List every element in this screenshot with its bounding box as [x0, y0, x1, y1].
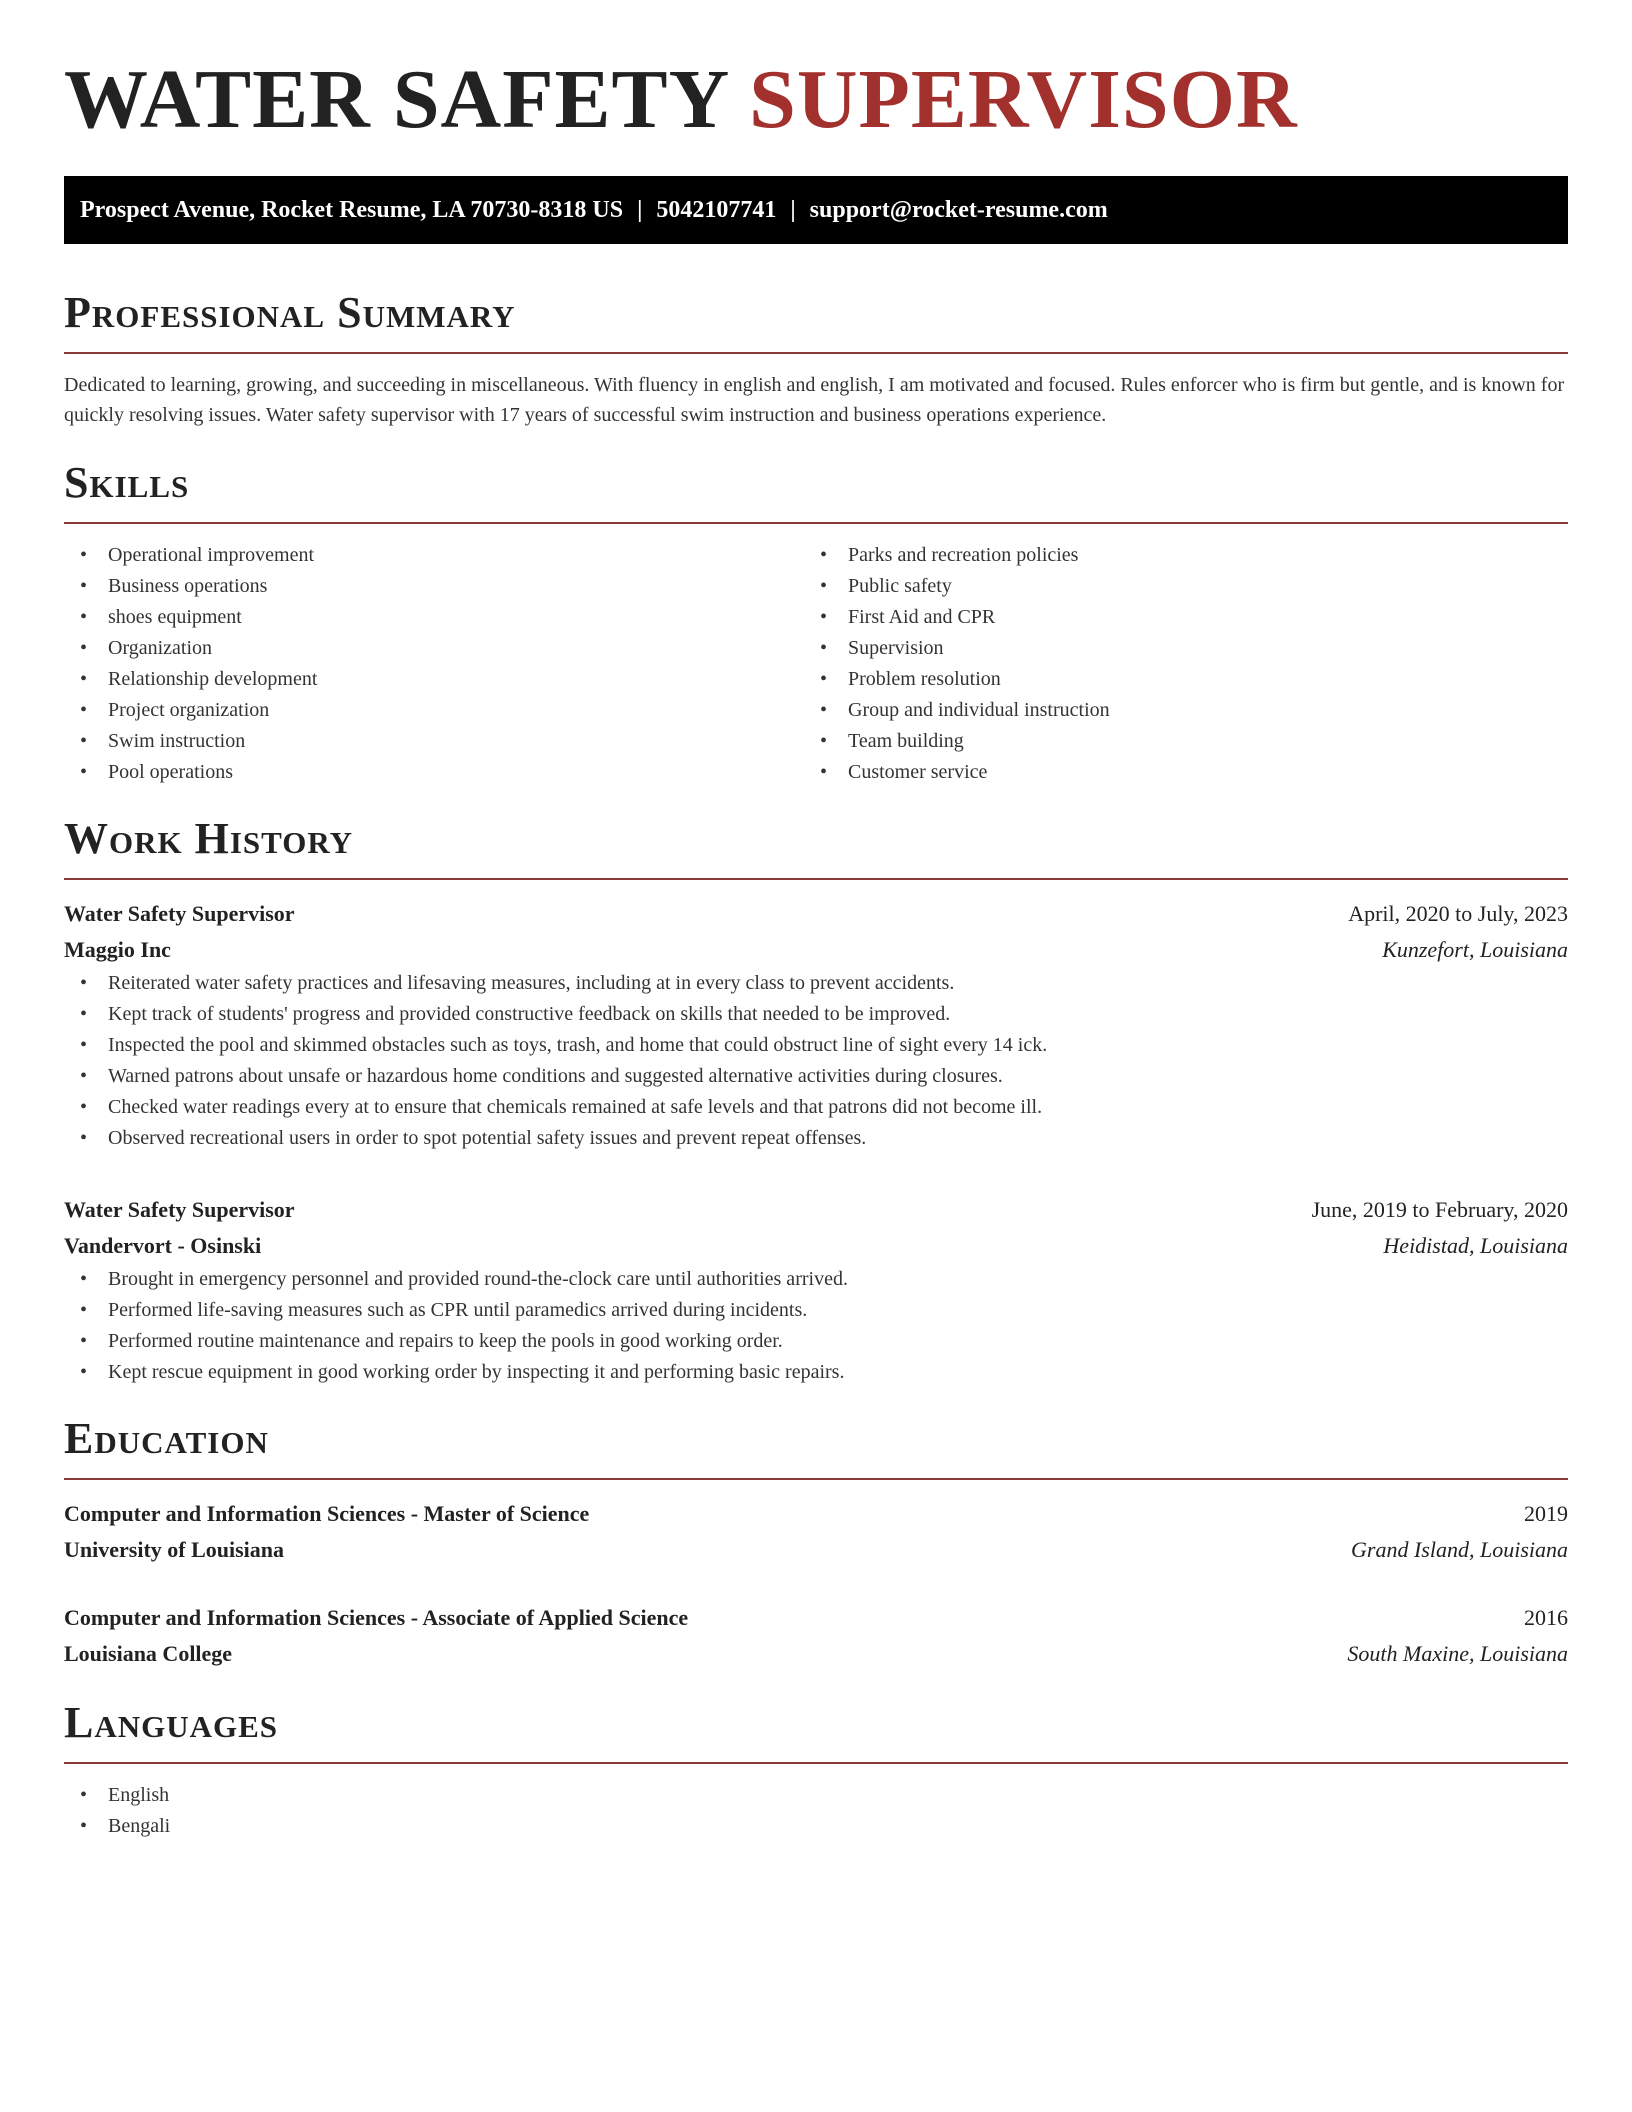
work-section	[64, 814, 1568, 1388]
job-company-row	[64, 1228, 1568, 1264]
job-bullet: • Observed recreational users in order to spot potential safety issues and prevent repeat offenses.	[64, 1123, 1568, 1154]
resume-page	[64, 0, 1568, 1842]
summary-heading: Professional Summary	[64, 288, 516, 337]
section-divider	[64, 352, 1568, 354]
job-bullets	[64, 1264, 1568, 1388]
skills-columns	[64, 540, 1568, 788]
title-part-2: SUPERVISOR	[749, 53, 1298, 146]
skill-item: • shoes equipment	[64, 602, 804, 633]
skill-item: • Group and individual instruction	[804, 695, 1544, 726]
section-divider	[64, 1762, 1568, 1764]
skill-item: • Swim instruction	[64, 726, 804, 757]
education-location: South Maxine, Louisiana	[1347, 1641, 1568, 1666]
contact-separator: |	[637, 197, 643, 223]
summary-section	[64, 288, 1568, 430]
education-year: 2019	[1524, 1501, 1568, 1526]
job-company: Maggio Inc	[64, 937, 171, 962]
work-heading: Work History	[64, 814, 354, 863]
job-entry	[64, 1192, 1568, 1388]
job-dates: April, 2020 to July, 2023	[1348, 901, 1568, 926]
education-school-row	[64, 1532, 1568, 1568]
contact-bar	[64, 176, 1568, 244]
summary-text: Dedicated to learning, growing, and succeeding in miscellaneous. With fluency in english and english, I am motivated and focused. Rules enforcer who is firm but gentle, and is known for quickly resolving issues. Water safety supervisor with 17 years of successful swim instruction and business operations experience.	[64, 374, 1565, 426]
education-degree: Computer and Information Sciences - Associate of Applied Science	[64, 1605, 689, 1630]
education-entry	[64, 1496, 1568, 1568]
skill-item: • Customer service	[804, 757, 1544, 788]
skill-item: • Operational improvement	[64, 540, 804, 571]
education-section	[64, 1414, 1568, 1672]
education-school: University of Louisiana	[64, 1537, 285, 1562]
job-dates: June, 2019 to February, 2020	[1311, 1197, 1568, 1222]
resume-title	[64, 0, 1568, 146]
skill-item: • Business operations	[64, 571, 804, 602]
job-bullet: • Inspected the pool and skimmed obstacles such as toys, trash, and home that could obstruct line of sight every 14 ick.	[64, 1030, 1568, 1061]
job-title: Water Safety Supervisor	[64, 901, 295, 926]
education-entry	[64, 1600, 1568, 1672]
skill-item: • Project organization	[64, 695, 804, 726]
education-school: Louisiana College	[64, 1641, 233, 1666]
languages-section	[64, 1698, 1568, 1842]
language-item: • English	[64, 1780, 1568, 1811]
education-heading: Education	[64, 1414, 269, 1463]
job-header-row	[64, 1192, 1568, 1228]
job-title: Water Safety Supervisor	[64, 1197, 295, 1222]
section-divider	[64, 522, 1568, 524]
section-divider	[64, 1478, 1568, 1480]
language-item: • Bengali	[64, 1811, 1568, 1842]
job-bullet: • Kept rescue equipment in good working order by inspecting it and performing basic repairs.	[64, 1357, 1568, 1388]
skill-item: • Relationship development	[64, 664, 804, 695]
job-location: Kunzefort, Louisiana	[1382, 937, 1568, 962]
job-bullet: • Checked water readings every at to ensure that chemicals remained at safe levels and that patrons did not become ill.	[64, 1092, 1568, 1123]
contact-phone: 5042107741	[656, 197, 777, 223]
skill-item: • Supervision	[804, 633, 1544, 664]
education-location: Grand Island, Louisiana	[1351, 1537, 1568, 1562]
job-company: Vandervort - Osinski	[64, 1233, 262, 1258]
skills-list-right	[804, 540, 1544, 788]
contact-separator: |	[790, 197, 796, 223]
skill-item: • Pool operations	[64, 757, 804, 788]
job-entry	[64, 896, 1568, 1154]
skill-item: • Parks and recreation policies	[804, 540, 1544, 571]
job-bullets	[64, 968, 1568, 1154]
job-bullet: • Brought in emergency personnel and provided round-the-clock care until authorities arrived.	[64, 1264, 1568, 1295]
education-degree-row	[64, 1600, 1568, 1636]
job-bullet: • Performed routine maintenance and repairs to keep the pools in good working order.	[64, 1326, 1568, 1357]
education-school-row	[64, 1636, 1568, 1672]
education-year: 2016	[1524, 1605, 1568, 1630]
skill-item: • Team building	[804, 726, 1544, 757]
skill-item: • Problem resolution	[804, 664, 1544, 695]
contact-address: Prospect Avenue, Rocket Resume, LA 70730-8318 US	[80, 197, 624, 223]
section-divider	[64, 878, 1568, 880]
skills-section	[64, 458, 1568, 788]
job-company-row	[64, 932, 1568, 968]
skills-list-left	[64, 540, 804, 788]
title-part-1: WATER SAFETY	[64, 53, 728, 146]
job-bullet: • Kept track of students' progress and provided constructive feedback on skills that needed to be improved.	[64, 999, 1568, 1030]
skills-heading: Skills	[64, 458, 190, 507]
skill-item: • First Aid and CPR	[804, 602, 1544, 633]
education-degree: Computer and Information Sciences - Master of Science	[64, 1501, 590, 1526]
job-header-row	[64, 896, 1568, 932]
job-bullet: • Warned patrons about unsafe or hazardous home conditions and suggested alternative activities during closures.	[64, 1061, 1568, 1092]
languages-heading: Languages	[64, 1698, 279, 1747]
skill-item: • Public safety	[804, 571, 1544, 602]
languages-list	[64, 1780, 1568, 1842]
skill-item: • Organization	[64, 633, 804, 664]
education-degree-row	[64, 1496, 1568, 1532]
job-bullet: • Reiterated water safety practices and lifesaving measures, including at in every class to prevent accidents.	[64, 968, 1568, 999]
job-bullet: • Performed life-saving measures such as CPR until paramedics arrived during incidents.	[64, 1295, 1568, 1326]
job-location: Heidistad, Louisiana	[1383, 1233, 1568, 1258]
contact-email[interactable]: support@rocket-resume.com	[809, 197, 1108, 223]
